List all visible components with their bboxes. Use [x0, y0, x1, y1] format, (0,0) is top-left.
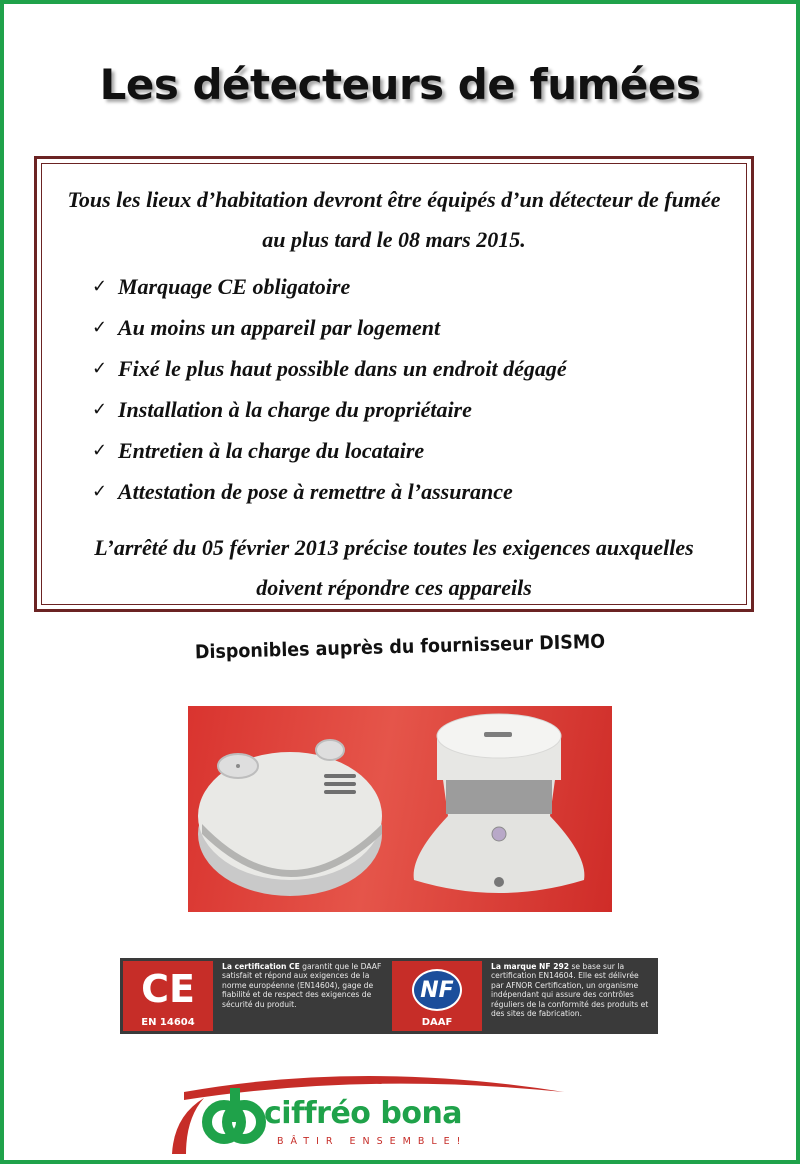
cylinder-detector-mesh	[446, 780, 552, 814]
ce-description-text: garantit que le DAAF satisfait et répond aux exigences de la norme européenne (EN14604), gage de fiabilité et de respect des exigences de sécurité du produit.	[222, 962, 382, 1009]
list-item-text: Au moins un appareil par logement	[118, 315, 441, 340]
ce-mark: CE	[141, 967, 195, 1011]
round-detector-vent	[324, 774, 356, 794]
ce-description	[216, 958, 389, 1034]
check-icon: ✓	[92, 276, 108, 297]
cylinder-detector-hole	[494, 877, 504, 887]
brand-tagline: BÂTIR ENSEMBLE!	[277, 1136, 468, 1147]
list-item-text: Fixé le plus haut possible dans un endroit dégagé	[118, 356, 567, 381]
nf-description-title: La marque NF 292	[491, 962, 570, 971]
check-icon: ✓	[92, 481, 108, 502]
availability-heading: Disponibles auprès du fournisseur DISMO	[194, 630, 606, 664]
company-logo	[164, 1066, 594, 1158]
list-item	[92, 348, 746, 389]
notice-outro: L’arrêté du 05 février 2013 précise toutes les exigences auxquelles doivent répondre ces appareils	[94, 535, 694, 600]
ce-description-title: La certification CE	[222, 962, 300, 971]
nf-mark: NF	[420, 978, 454, 1003]
list-item-text: Marquage CE obligatoire	[118, 274, 351, 299]
notice-intro: Tous les lieux d’habitation devront être équipés d’un détecteur de fumée au plus tard le 08 mars 2015.	[67, 187, 721, 252]
list-item	[92, 307, 746, 348]
list-item	[92, 389, 746, 430]
check-icon: ✓	[92, 440, 108, 461]
list-item-text: Entretien à la charge du locataire	[118, 438, 425, 463]
list-item	[92, 266, 746, 307]
nf-badge	[392, 961, 482, 1031]
list-item-text: Installation à la charge du propriétaire	[118, 397, 472, 422]
certification-banner	[120, 958, 658, 1034]
page-title: Les détecteurs de fumées	[99, 60, 701, 109]
logo-stem	[230, 1088, 240, 1122]
round-detector-button-right	[316, 740, 344, 760]
cylinder-detector-led	[492, 827, 506, 841]
smoke-detectors-photo	[188, 706, 612, 912]
nf-description-text: se base sur la certification EN14604. Elle est délivrée par AFNOR Certification, un organisme indépendant qui assure des contrôles réguliers de la conformité des produits et des sites de fabrication.	[491, 962, 649, 1019]
brand-name: ciffréo bona	[264, 1096, 463, 1131]
cylinder-detector-slot	[484, 732, 512, 737]
ce-badge	[123, 961, 213, 1031]
logo-swoosh-tail	[172, 1098, 204, 1154]
check-icon: ✓	[92, 399, 108, 420]
list-item	[92, 430, 746, 471]
nf-code: DAAF	[421, 1017, 453, 1028]
notice-box-inner	[41, 163, 747, 605]
round-detector-led	[236, 764, 240, 768]
list-item-text: Attestation de pose à remettre à l’assurance	[118, 479, 513, 504]
check-icon: ✓	[92, 317, 108, 338]
requirements-list	[42, 266, 746, 512]
nf-description	[485, 958, 658, 1034]
list-item	[92, 471, 746, 512]
notice-box	[34, 156, 754, 612]
ce-code: EN 14604	[141, 1017, 195, 1028]
check-icon: ✓	[92, 358, 108, 379]
smoke-detectors-illustration	[188, 706, 612, 912]
